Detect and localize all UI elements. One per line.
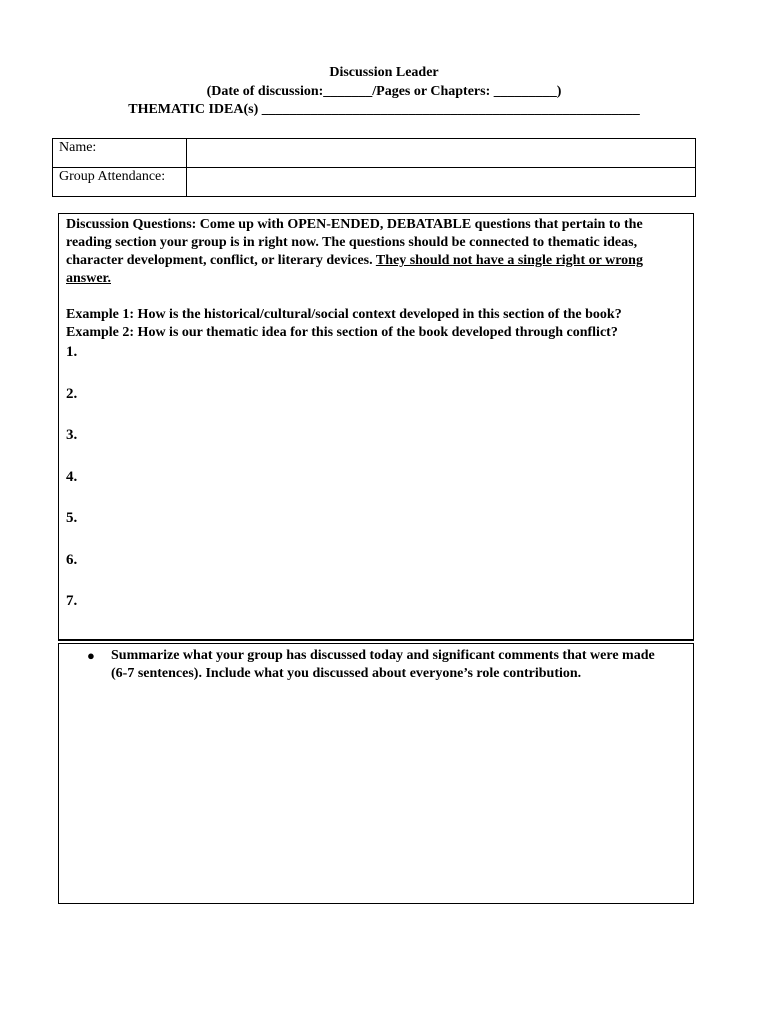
instructions-text: Discussion Questions: Come up with OPEN-ENDED, DEBATABLE questions that pertain to the reading section your group is in right now. The questions should be connected to thematic ideas, character development, conflict, or literary devices. <box>66 217 643 268</box>
name-row <box>53 139 696 168</box>
instructions-underlined: They should not have a single right or wrong answer. <box>66 253 643 286</box>
bullet-icon: ● <box>87 648 95 663</box>
attendance-label: Group Attendance: <box>53 168 187 197</box>
example-1: Example 1: How is the historical/cultural/social context developed in this section of the book? <box>66 307 622 322</box>
question-number: 6. <box>66 551 78 568</box>
thematic-idea-line: THEMATIC IDEA(s) ______________________________________________________ <box>128 102 640 117</box>
question-number: 7. <box>66 593 78 609</box>
name-field[interactable] <box>187 139 696 168</box>
question-number: 3. <box>66 427 78 443</box>
example-2: Example 2: How is our thematic idea for this section of the book developed through conflict? <box>66 325 618 340</box>
summary-box[interactable] <box>58 643 694 904</box>
question-number: 5. <box>66 510 78 526</box>
date-pages-line: (Date of discussion:_______/Pages or Chapters: _________) <box>206 83 562 99</box>
section-divider <box>58 640 694 641</box>
question-number: 2. <box>66 385 78 402</box>
document-header <box>0 64 768 120</box>
question-number: 4. <box>66 468 78 485</box>
summary-bullet-item <box>59 647 693 683</box>
discussion-questions-box[interactable] <box>58 213 694 640</box>
summary-instructions: Summarize what your group has discussed today and significant comments that were made (6-7 sentences). Include what you discussed about everyone’s role contribution. <box>111 648 655 681</box>
attendance-field[interactable] <box>187 168 696 197</box>
question-number-list <box>66 342 687 633</box>
name-label: Name: <box>53 139 187 168</box>
info-table <box>52 138 696 197</box>
question-number: 1. <box>66 344 78 360</box>
questions-instructions <box>66 216 687 288</box>
attendance-row <box>53 168 696 197</box>
document-title: Discussion Leader <box>329 65 439 80</box>
